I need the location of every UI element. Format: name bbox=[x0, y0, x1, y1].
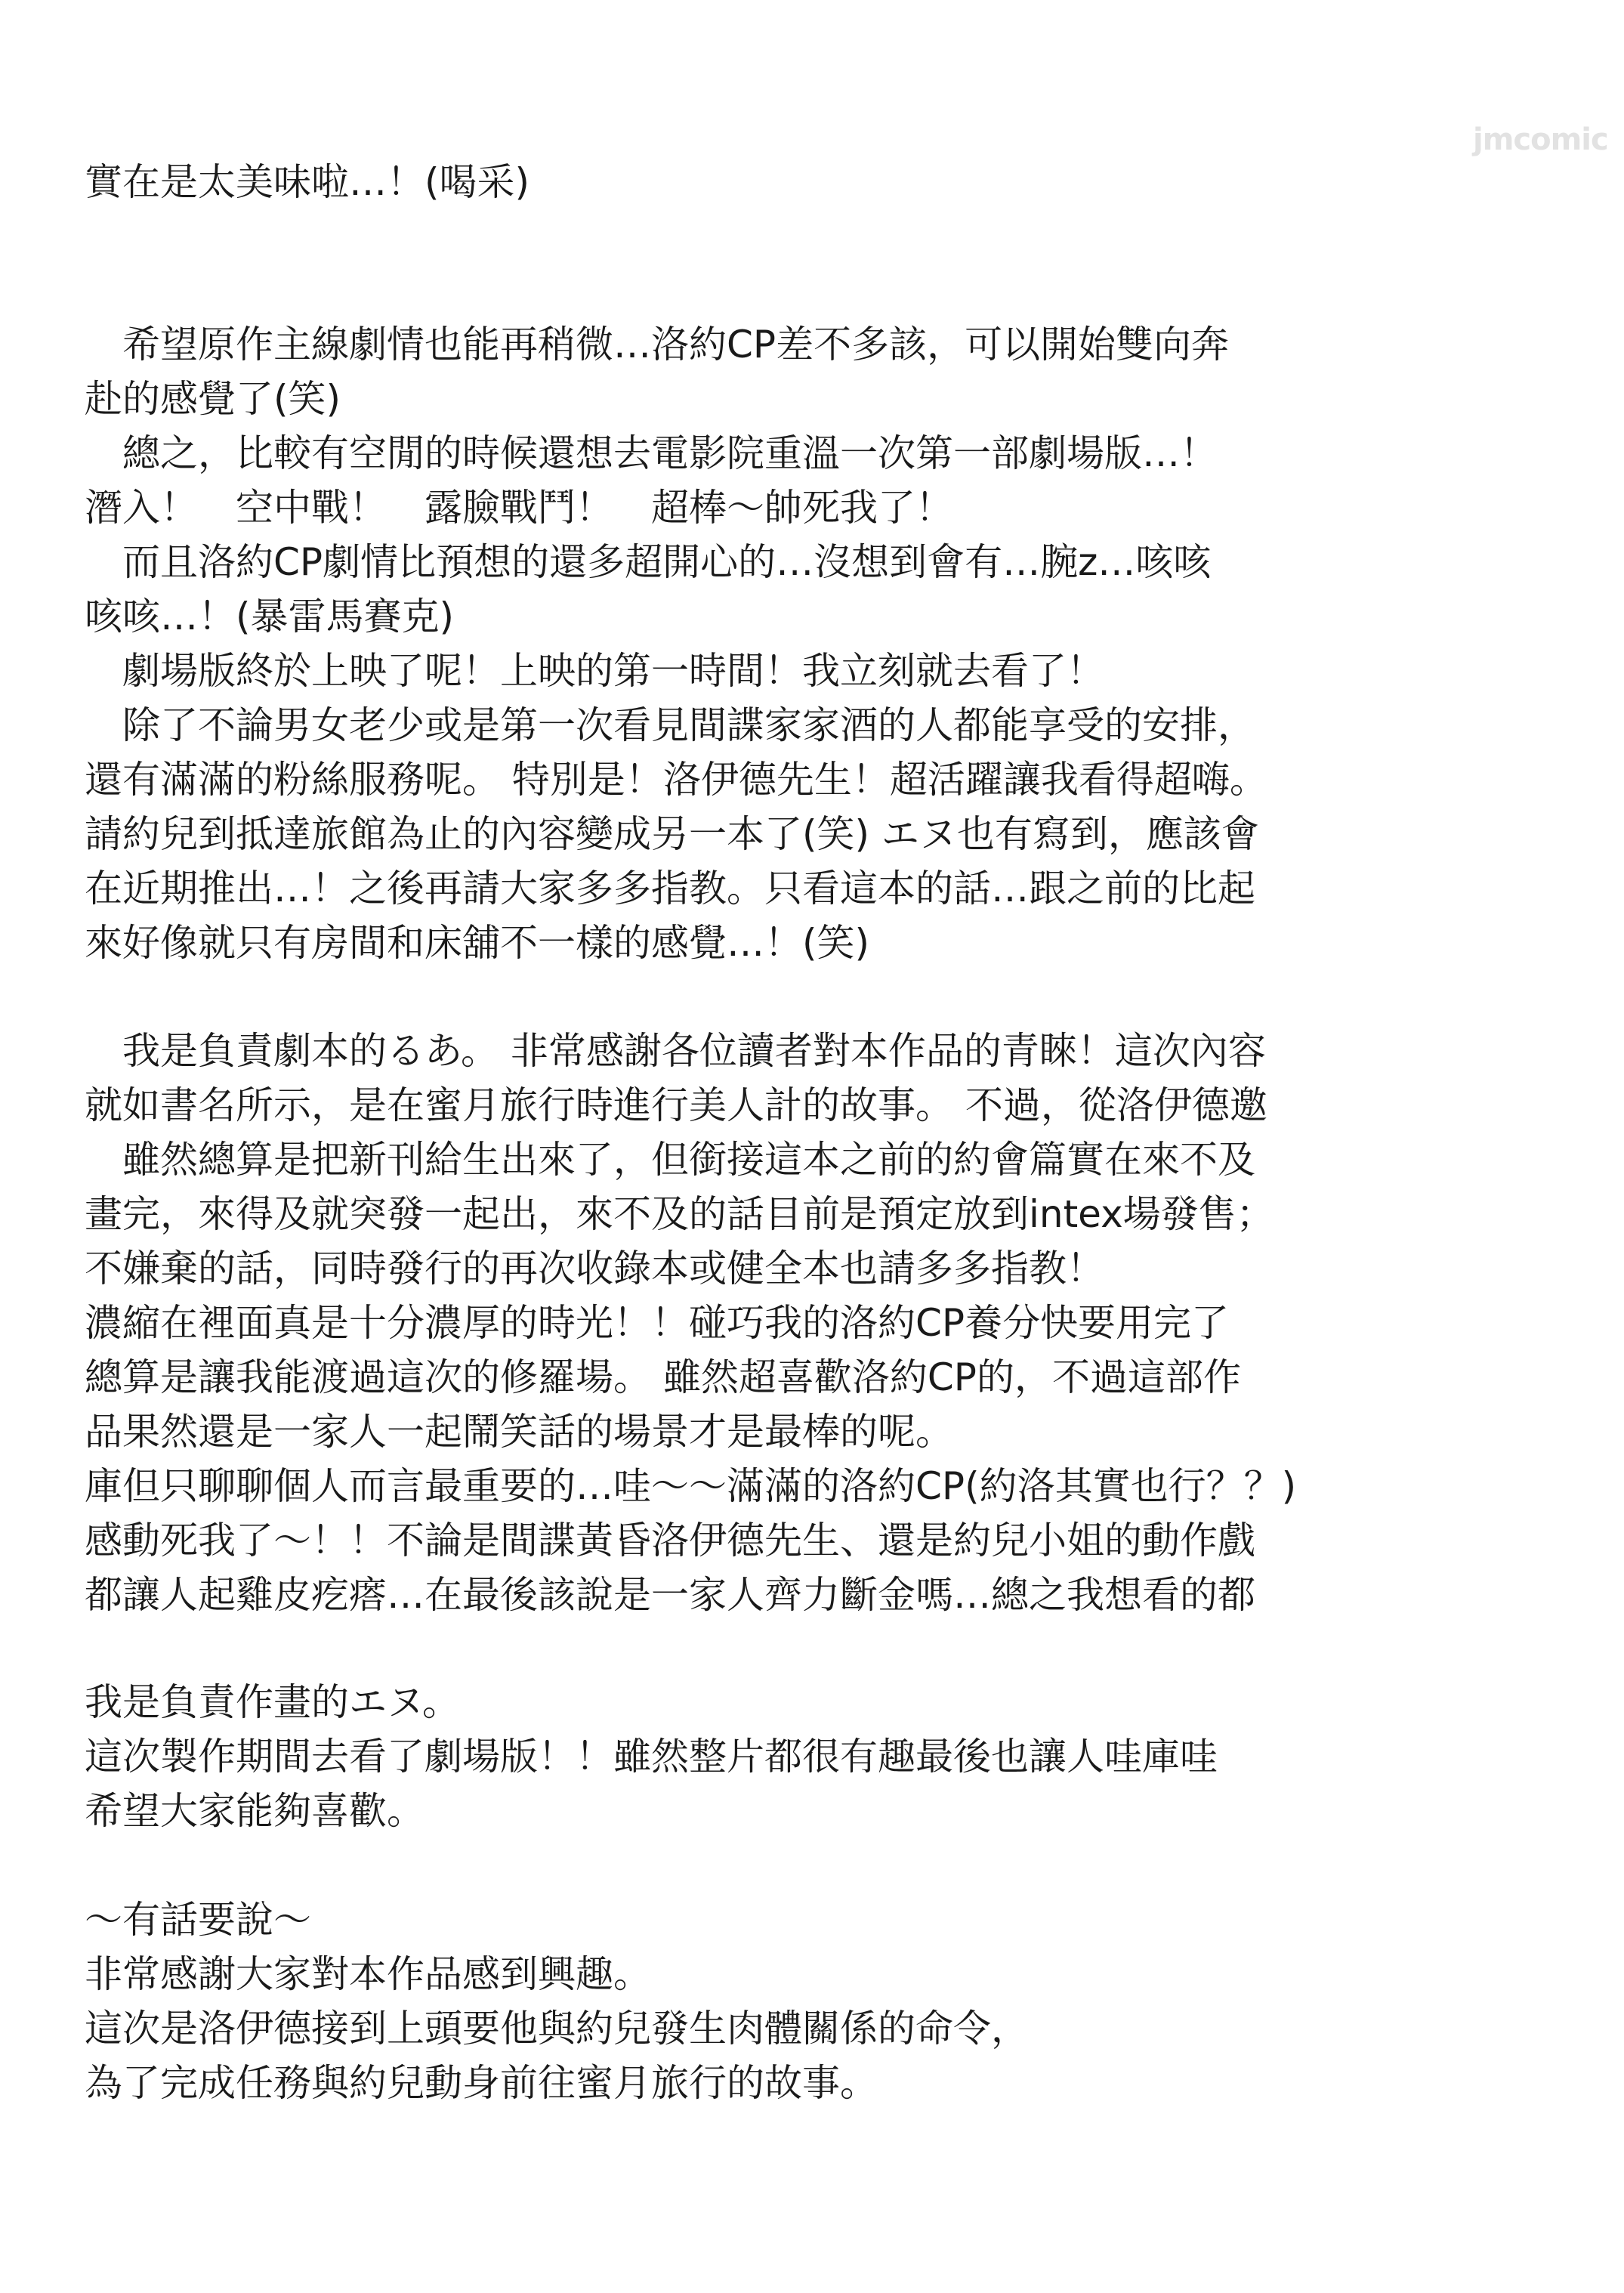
text-line: 非常感謝大家對本作品感到興趣。 bbox=[85, 1952, 651, 1996]
text-line: 畫完，來得及就突發一起出，來不及的話目前是預定放到intex場發售； bbox=[85, 1192, 1274, 1236]
text-line: 咳咳…！(暴雷馬賽克) bbox=[85, 595, 455, 638]
text-line: 劇場版終於上映了呢！上映的第一時間！我立刻就去看了！ bbox=[85, 649, 1104, 693]
text-line: 總算是讓我能渡過這次的修羅場。 雖然超喜歡洛約CP的，不過這部作 bbox=[85, 1355, 1241, 1399]
text-line: 不嫌棄的話，同時發行的再次收錄本或健全本也請多多指教！ bbox=[85, 1247, 1104, 1290]
watermark-logo: jmcomic bbox=[1473, 122, 1608, 157]
text-line: 實在是太美味啦…！(喝采) bbox=[85, 160, 530, 204]
text-line: 而且洛約CP劇情比預想的還多超開心的…沒想到會有…腕z…咳咳 bbox=[85, 540, 1212, 584]
text-line: 這次是洛伊德接到上頭要他與約兒發生肉體關係的命令， bbox=[85, 2007, 1029, 2050]
text-line: 除了不論男女老少或是第一次看見間諜家家酒的人都能享受的安排， bbox=[85, 703, 1255, 747]
text-line: 就如書名所示，是在蜜月旅行時進行美人計的故事。 不過，從洛伊德邀 bbox=[85, 1083, 1267, 1127]
text-line: 都讓人起雞皮疙瘩…在最後該說是一家人齊力斷金嗎…總之我想看的都 bbox=[85, 1573, 1255, 1617]
text-line: 希望原作主線劇情也能再稍微…洛約CP差不多該，可以開始雙向奔 bbox=[85, 323, 1230, 366]
text-line: 品果然還是一家人一起鬧笑話的場景才是最棒的呢。 bbox=[85, 1410, 953, 1454]
text-line: 希望大家能夠喜歡。 bbox=[85, 1789, 425, 1833]
text-line: 在近期推出…！之後再請大家多多指教。只看這本的話…跟之前的比起 bbox=[85, 867, 1255, 910]
text-line: ～有話要說～ bbox=[85, 1898, 311, 1942]
text-line: 總之，比較有空閒的時候還想去電影院重溫一次第一部劇場版…！ bbox=[85, 431, 1218, 475]
text-line: 雖然總算是把新刊給生出來了，但銜接這本之前的約會篇實在來不及 bbox=[85, 1138, 1255, 1182]
text-line: 我是負責作畫的エヌ。 bbox=[85, 1680, 460, 1724]
text-line: 濃縮在裡面真是十分濃厚的時光！！碰巧我的洛約CP養分快要用完了 bbox=[85, 1301, 1230, 1345]
text-line: 庫但只聊聊個人而言最重要的…哇～～滿滿的洛約CP(約洛其實也行？？) bbox=[85, 1464, 1297, 1508]
text-line: 赴的感覺了(笑) bbox=[85, 377, 341, 421]
text-line: 潛入！ 空中戰！ 露臉戰鬥！ 超棒～帥死我了！ bbox=[85, 486, 953, 530]
text-line: 這次製作期間去看了劇場版！！雖然整片都很有趣最後也讓人哇庫哇 bbox=[85, 1735, 1218, 1778]
text-line: 還有滿滿的粉絲服務呢。 特別是！洛伊德先生！超活躍讓我看得超嗨。 bbox=[85, 758, 1267, 802]
text-line: 來好像就只有房間和床舖不一樣的感覺…！(笑) bbox=[85, 921, 870, 965]
text-line: 為了完成任務與約兒動身前往蜜月旅行的故事。 bbox=[85, 2061, 878, 2105]
text-line: 感動死我了～！！不論是間諜黃昏洛伊德先生、還是約兒小姐的動作戲 bbox=[85, 1519, 1255, 1562]
text-line: 我是負責劇本的るあ。 非常感謝各位讀者對本作品的青睞！這次內容 bbox=[85, 1029, 1266, 1073]
text-line: 請約兒到抵達旅館為止的內容變成另一本了(笑) エヌ也有寫到，應該會 bbox=[85, 812, 1259, 856]
